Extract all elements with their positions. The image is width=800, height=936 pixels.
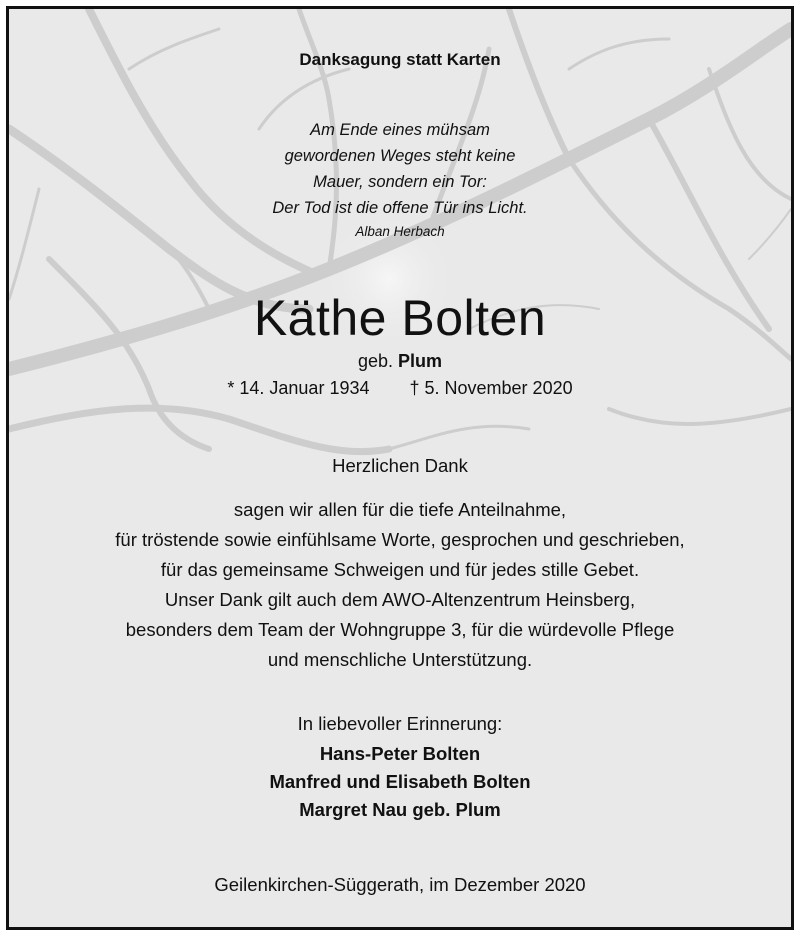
thanks-line: für das gemeinsame Schweigen und für jedes stille Gebet. [160, 559, 640, 580]
quote-line: Mauer, sondern ein Tor: [313, 173, 487, 191]
born-name [9, 351, 791, 372]
quote-line: Am Ende eines mühsam [310, 121, 490, 139]
mourner-name: Manfred und Elisabeth Bolten [269, 771, 531, 792]
death-date: † 5. November 2020 [409, 378, 573, 398]
thanks-line: und menschliche Unterstützung. [267, 649, 533, 670]
heading: Danksagung statt Karten [299, 50, 501, 69]
place-date: Geilenkirchen-Süggerath, im Dezember 2020 [214, 874, 586, 895]
birth-date: * 14. Januar 1934 [227, 378, 370, 398]
thanks-line: sagen wir allen für die tiefe Anteilnahme, [233, 499, 567, 520]
thanks-line: für tröstende sowie einfühlsame Worte, gesprochen und geschrieben, [115, 529, 685, 550]
memory-intro: In liebevoller Erinnerung: [297, 713, 503, 734]
mourner-name: Margret Nau geb. Plum [299, 799, 501, 820]
born-prefix: geb. [357, 351, 393, 371]
thanks-line: Unser Dank gilt auch dem AWO-Altenzentrum Heinsberg, [164, 589, 636, 610]
thanks-line: besonders dem Team der Wohngruppe 3, für die würdevolle Pflege [125, 619, 675, 640]
maiden-name: Plum [398, 351, 443, 371]
thanks-title: Herzlichen Dank [332, 455, 468, 476]
life-dates [9, 378, 791, 399]
deceased-name: Käthe Bolten [253, 290, 547, 346]
obituary-card [6, 6, 794, 930]
quote-line: gewordenen Weges steht keine [284, 147, 516, 165]
mourner-name: Hans-Peter Bolten [319, 743, 481, 764]
quote-line: Der Tod ist die offene Tür ins Licht. [272, 199, 528, 217]
quote-author: Alban Herbach [355, 224, 445, 239]
